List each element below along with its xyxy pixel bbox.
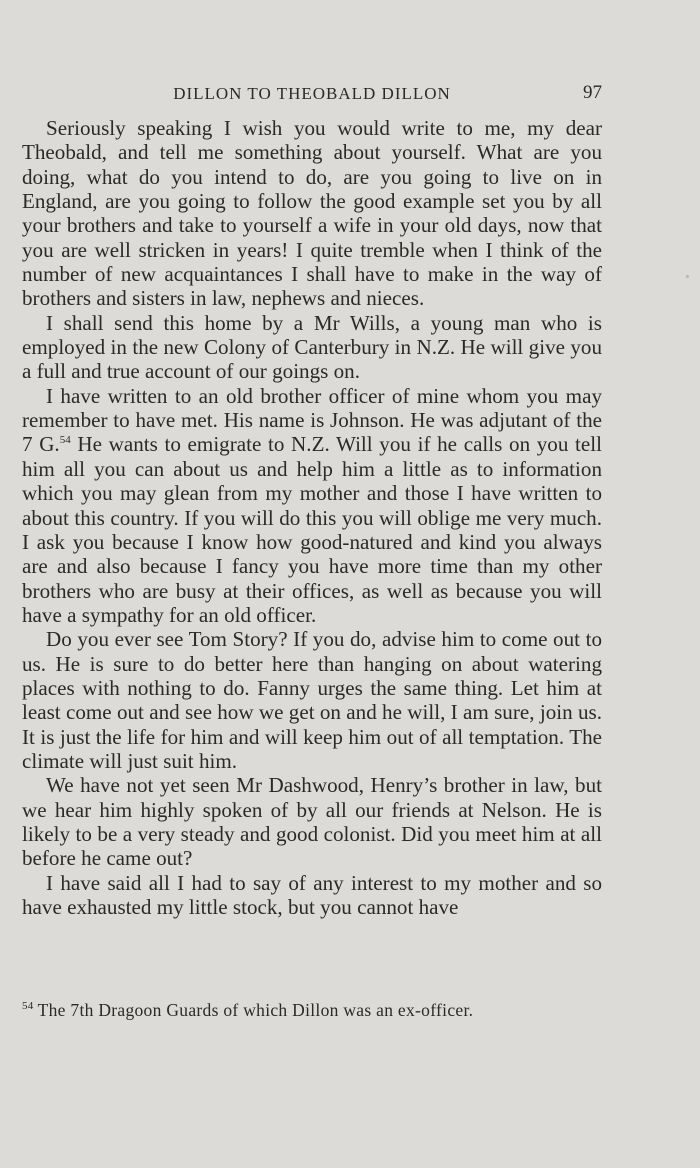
paragraph-text: I have written to an old brother officer of mine whom you may remember to have met. His name is Johnson. He was adjutant of the 7 G. [22, 383, 602, 457]
paragraph: Seriously speaking I wish you would write to me, my dear Theobald, and tell me something about yourself. What are you doing, what do you intend to do, are you going to live on in England, are you going to follow the good example set you by all your brothers and take to yourself a wife in your old days, now that you are well stricken in years! I quite tremble when I think of the number of new acquaintances I shall have to make in the way of brothers and sisters in law, nephews and nieces. [22, 116, 602, 311]
paragraph-with-footnote [22, 384, 602, 627]
footnote [22, 998, 602, 1022]
paper-speck [686, 275, 689, 278]
paragraph: I have said all I had to say of any interest to my mother and so have exhausted my little stock, but you cannot have [22, 870, 602, 919]
paragraph-text: He wants to emigrate to N.Z. Will you if he calls on you tell him all you can about us and help him a little as to information which you may glean from my mother and those I have written to about this country. If you will do this you will oblige me very much. I ask you because I know how good-natured and kind you always are and also because I fancy you have more time than my other brothers who are busy at their offices, as well as because you will have a sympathy for an old officer. [22, 432, 603, 627]
footnote-number: 54 [22, 1000, 34, 1013]
running-head [22, 80, 602, 108]
paragraph: Do you ever see Tom Story? If you do, advise him to come out to us. He is sure to do better here than hanging on about watering places with nothing to do. Fanny urges the same thing. Let him at least come out and see how we get on and he will, I am sure, join us. It is just the life for him and will keep him out of all temptation. The climate will just suit him. [22, 627, 602, 773]
footnote-text: The 7th Dragoon Guards of which Dillon was an ex-officer. [37, 1000, 474, 1020]
running-title: DILLON TO THEOBALD DILLON [173, 84, 451, 103]
paragraph: We have not yet seen Mr Dashwood, Henry’s brother in law, but we hear him highly spoken of by all our friends at Nelson. He is likely to be a very steady and good colonist. Did you meet him at all before he came out? [22, 773, 602, 871]
footnote-reference: 54 [59, 434, 71, 447]
paragraph: I shall send this home by a Mr Wills, a young man who is employed in the new Colony of Canterbury in N.Z. He will give you a full and true account of our goings on. [22, 310, 602, 384]
letter-body [22, 116, 602, 919]
page-number: 97 [583, 82, 602, 103]
